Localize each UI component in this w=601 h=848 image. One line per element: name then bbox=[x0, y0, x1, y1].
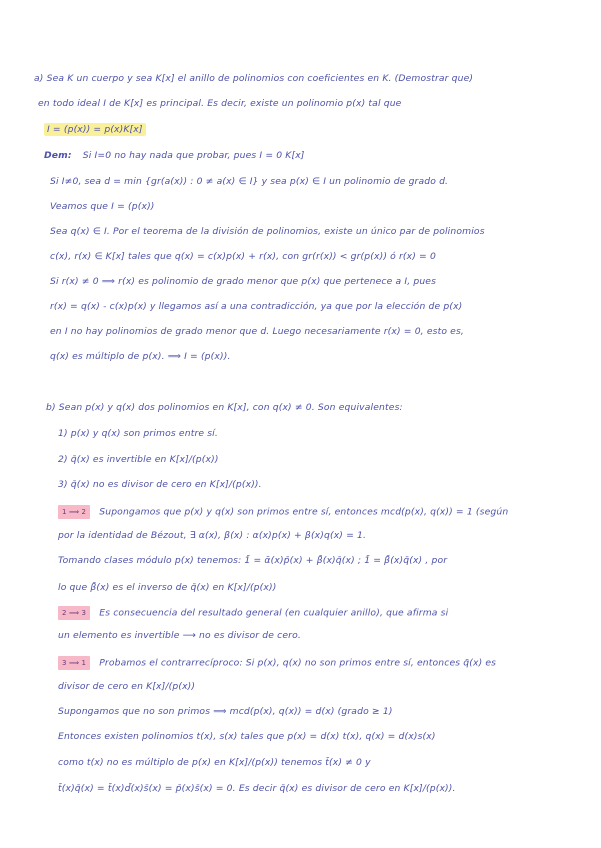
note-line-14 bbox=[58, 428, 218, 440]
note-line-27 bbox=[58, 757, 371, 769]
highlighted-statement: I = (p(x)) = p(x)K[x] bbox=[44, 123, 146, 136]
note-text: Probamos el contrarrecíproco: Si p(x), q(x) no son primos entre sí, entonces q̄(x) es bbox=[99, 657, 497, 669]
implication-tag-3-1: 3 ⟹ 1 bbox=[58, 656, 90, 670]
note-line-12 bbox=[50, 351, 231, 363]
note-text: divisor de cero en K[x]/(p(x)) bbox=[58, 681, 196, 692]
note-text: un elemento es invertible ⟶ no es divisor de cero. bbox=[58, 630, 301, 641]
note-line-25 bbox=[58, 706, 393, 718]
note-line-19 bbox=[58, 555, 447, 567]
note-line-7 bbox=[50, 226, 485, 238]
note-text: Sea q(x) ∈ I. Por el teorema de la división de polinomios, existe un único par de polinomios bbox=[50, 226, 485, 237]
note-text: Supongamos que no son primos ⟹ mcd(p(x), q(x)) = d(x) (grado ≥ 1) bbox=[58, 706, 393, 717]
note-text: 1) p(x) y q(x) son primos entre sí. bbox=[58, 428, 218, 439]
note-text: Si I=0 no hay nada que probar, pues I = 0 K[x] bbox=[82, 150, 305, 161]
note-line-3 bbox=[44, 124, 146, 136]
note-line-5 bbox=[50, 176, 448, 188]
note-text: Veamos que I = (p(x)) bbox=[50, 201, 155, 212]
note-text: Si I≠0, sea d = min {gr(a(x)) : 0 ≠ a(x) ∈ I} y sea p(x) ∈ I un polinomio de grado d. bbox=[50, 176, 449, 187]
note-line-18 bbox=[58, 530, 366, 542]
implication-tag-1-2: 1 ⟹ 2 bbox=[58, 505, 90, 519]
note-text: Es consecuencia del resultado general (en cualquier anillo), que afirma si bbox=[99, 607, 449, 619]
note-text: en todo ideal I de K[x] es principal. Es decir, existe un polinomio p(x) tal que bbox=[38, 98, 402, 109]
note-text: r(x) = q(x) - c(x)p(x) y llegamos así a una contradicción, ya que por la elección de p(x) bbox=[50, 301, 463, 312]
note-text: Si r(x) ≠ 0 ⟹ r(x) es polinomio de grado menor que p(x) que pertenece a I, pues bbox=[50, 276, 437, 287]
note-line-20 bbox=[58, 582, 276, 594]
note-line-24 bbox=[58, 681, 195, 693]
note-line-9 bbox=[50, 276, 436, 288]
note-text: a) Sea K un cuerpo y sea K[x] el anillo de polinomios con coeficientes en K. (Demostrar que) bbox=[34, 73, 474, 84]
note-line-17 bbox=[58, 505, 508, 519]
note-text: b) Sean p(x) y q(x) dos polinomios en K[x], con q(x) ≠ 0. Son equivalentes: bbox=[46, 402, 403, 413]
note-line-16 bbox=[58, 479, 262, 491]
note-line-4 bbox=[44, 150, 305, 162]
note-text: por la identidad de Bézout, ∃ α(x), β(x) : α(x)p(x) + β(x)q(x) = 1. bbox=[58, 530, 367, 541]
note-text: lo que β̄(x) es el inverso de q̄(x) en K[x]/(p(x)) bbox=[58, 582, 277, 593]
note-text: t̄(x)q̄(x) = t̄(x)d̄(x)s̄(x) = p̄(x)s̄(x) = 0. Es decir q̄(x) es divisor de cero en K[x]/(p(x)). bbox=[58, 783, 456, 794]
note-text: 2) q̄(x) es invertible en K[x]/(p(x)) bbox=[58, 454, 219, 465]
note-text: 3) q̄(x) no es divisor de cero en K[x]/(p(x)). bbox=[58, 479, 262, 490]
note-text: como t(x) no es múltiplo de p(x) en K[x]/(p(x)) tenemos t̄(x) ≠ 0 y bbox=[58, 757, 371, 768]
note-line-8 bbox=[50, 251, 436, 263]
note-line-22 bbox=[58, 630, 301, 642]
note-line-21 bbox=[58, 606, 448, 620]
note-line-1 bbox=[34, 73, 473, 85]
note-text: q(x) es múltiplo de p(x). ⟹ I = (p(x)). bbox=[50, 351, 231, 362]
note-line-2 bbox=[38, 98, 401, 110]
note-line-10 bbox=[50, 301, 462, 313]
note-line-13 bbox=[46, 402, 403, 414]
note-text: Entonces existen polinomios t(x), s(x) tales que p(x) = d(x) t(x), q(x) = d(x)s(x) bbox=[58, 731, 436, 742]
note-line-6 bbox=[50, 201, 155, 213]
note-line-11 bbox=[50, 326, 464, 338]
note-line-15 bbox=[58, 454, 219, 466]
note-line-26 bbox=[58, 731, 436, 743]
dem-label: Dem: bbox=[44, 150, 72, 161]
note-text: c(x), r(x) ∈ K[x] tales que q(x) = c(x)p(x) + r(x), con gr(r(x)) < gr(p(x)) ó r(x) = 0 bbox=[50, 251, 436, 262]
note-line-23 bbox=[58, 656, 496, 670]
implication-tag-2-3: 2 ⟹ 3 bbox=[58, 606, 90, 620]
note-text: Tomando clases módulo p(x) tenemos: 1̄ = ᾱ(x)p̄(x) + β̄(x)q̄(x) ; 1̄ = β̄(x)q̄(x) , por bbox=[58, 555, 448, 566]
note-text: en I no hay polinomios de grado menor que d. Luego necesariamente r(x) = 0, esto es, bbox=[50, 326, 464, 337]
note-line-28 bbox=[58, 783, 456, 795]
note-text: Supongamos que p(x) y q(x) son primos entre sí, entonces mcd(p(x), q(x)) = 1 (según bbox=[99, 506, 509, 518]
